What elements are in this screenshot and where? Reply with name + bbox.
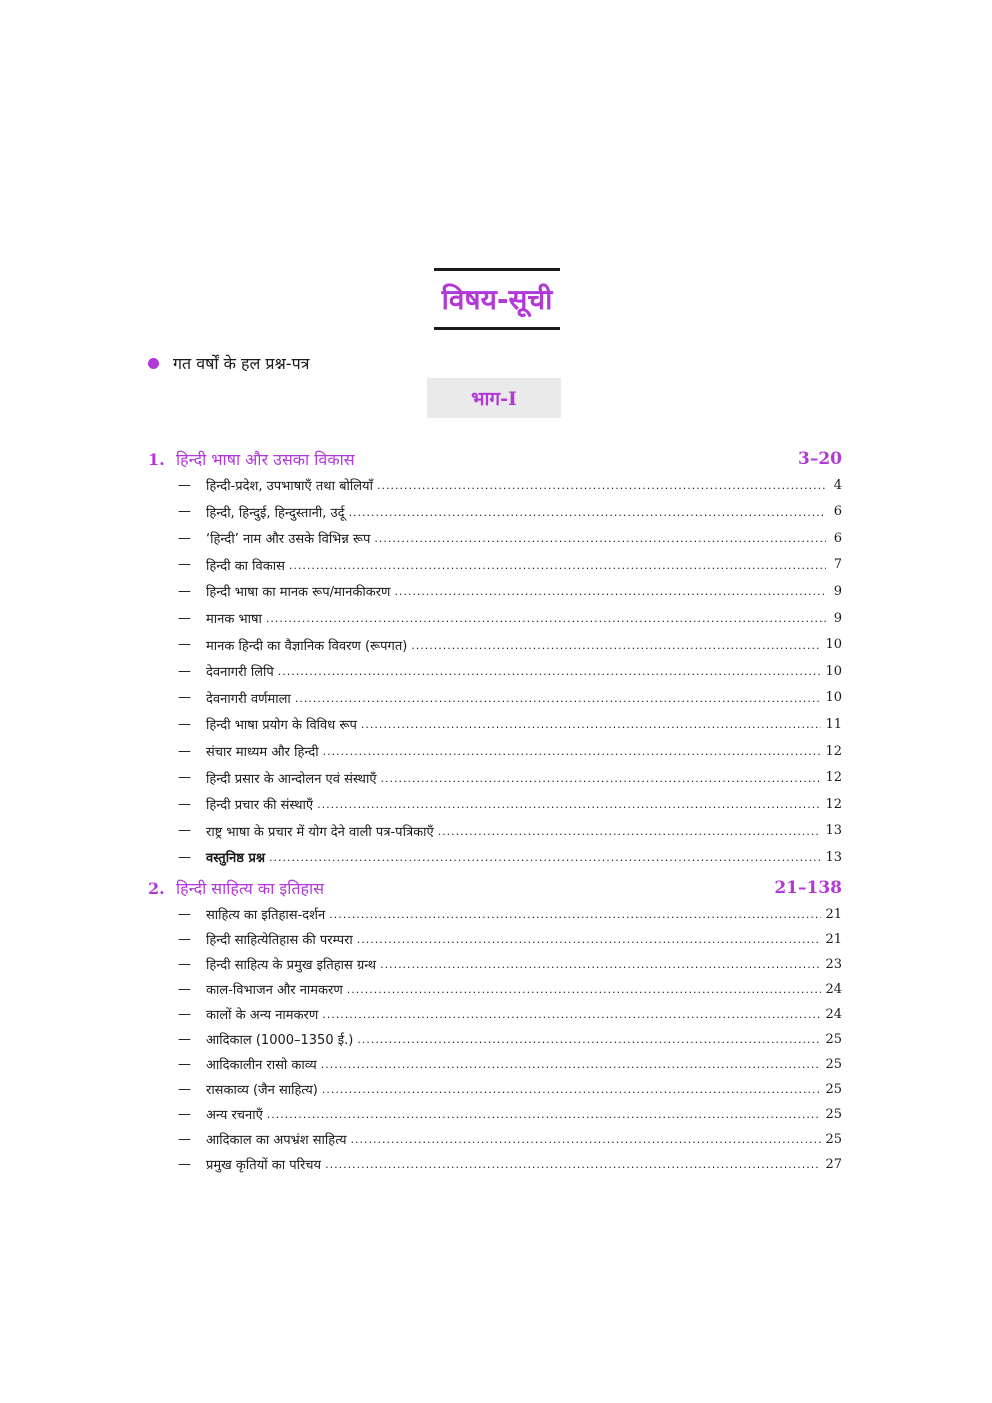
dot-leader xyxy=(325,1158,821,1170)
entry-title: रासकाव्य (जैन साहित्य) xyxy=(206,1083,318,1098)
entry-dash: — xyxy=(178,981,191,997)
toc-entry[interactable] xyxy=(178,928,842,950)
dot-leader xyxy=(377,479,826,491)
toc-entry[interactable] xyxy=(178,580,842,602)
entry-page-number: 6 xyxy=(833,504,842,520)
entry-title: हिन्दी भाषा प्रयोग के विविध रूप xyxy=(206,718,357,734)
entry-title: हिन्दी का विकास xyxy=(206,558,285,574)
page-title: विषय-सूची xyxy=(441,283,553,316)
toc-entry[interactable] xyxy=(178,1153,842,1175)
entry-dash: — xyxy=(178,743,191,759)
entry-dash: — xyxy=(178,796,191,812)
dot-leader xyxy=(357,1033,821,1045)
entry-dash: — xyxy=(178,956,191,972)
entry-dash: — xyxy=(178,1131,191,1147)
entry-page-number: 23 xyxy=(825,956,842,972)
bullet-icon xyxy=(148,358,159,369)
entry-dash: — xyxy=(178,530,191,546)
entry-dash: — xyxy=(178,770,191,786)
entry-page-number: 24 xyxy=(825,981,842,997)
entry-page-number: 21 xyxy=(825,931,842,947)
entry-dash: — xyxy=(178,931,191,947)
dot-leader xyxy=(394,585,826,597)
entry-title: हिन्दी, हिन्दुई, हिन्दुस्तानी, उर्दू xyxy=(206,505,345,521)
toc-entry[interactable] xyxy=(178,634,842,656)
chapter-number: 1. xyxy=(148,449,165,469)
toc-entry[interactable] xyxy=(178,1103,842,1125)
entry-dash: — xyxy=(178,637,191,653)
chapter-heading[interactable] xyxy=(148,447,842,471)
dot-leader xyxy=(347,983,822,995)
entry-dash: — xyxy=(178,1031,191,1047)
toc-entry[interactable] xyxy=(178,660,842,682)
dot-leader xyxy=(349,506,826,518)
dot-leader xyxy=(411,639,821,651)
toc-entry[interactable] xyxy=(178,793,842,815)
entry-dash: — xyxy=(178,906,191,922)
chapter-page-range: 3–20 xyxy=(798,449,842,469)
toc-entry[interactable] xyxy=(178,846,842,868)
toc-entry[interactable] xyxy=(178,1053,842,1075)
entry-title: आदिकालीन रासो काव्य xyxy=(206,1058,317,1073)
toc-entry[interactable] xyxy=(178,953,842,975)
dot-leader xyxy=(357,933,822,945)
entry-title: हिन्दी भाषा का मानक रूप/मानकीकरण xyxy=(206,585,391,601)
chapter-heading[interactable] xyxy=(148,876,842,900)
chapter-title: हिन्दी साहित्य का इतिहास xyxy=(176,879,325,898)
entry-title: वस्तुनिष्ठ प्रश्न xyxy=(206,851,266,867)
entry-title: हिन्दी-प्रदेश, उपभाषाएँ तथा बोलियाँ xyxy=(206,479,373,494)
entry-page-number: 7 xyxy=(833,557,842,573)
entry-page-number: 25 xyxy=(825,1131,842,1147)
dot-leader xyxy=(361,718,822,730)
part-label: भाग-I xyxy=(471,388,517,410)
dot-leader xyxy=(278,665,822,677)
dot-leader xyxy=(329,908,821,920)
entry-dash: — xyxy=(178,849,191,865)
entry-title: हिन्दी प्रचार की संस्थाएँ xyxy=(206,798,314,814)
entry-title: अन्य रचनाएँ xyxy=(206,1108,263,1123)
entry-page-number: 24 xyxy=(825,1006,842,1022)
entry-page-number: 12 xyxy=(825,796,842,812)
entry-dash: — xyxy=(178,663,191,679)
entry-page-number: 4 xyxy=(833,477,842,493)
solved-papers-label: गत वर्षों के हल प्रश्न-पत्र xyxy=(173,354,310,373)
toc-entry[interactable] xyxy=(178,978,842,1000)
entry-page-number: 12 xyxy=(825,743,842,759)
toc-entry[interactable] xyxy=(178,1078,842,1100)
entry-title: मानक हिन्दी का वैज्ञानिक विवरण (रूपगत) xyxy=(206,638,408,654)
entry-page-number: 10 xyxy=(825,637,842,653)
entry-title: राष्ट्र भाषा के प्रचार में योग देने वाली पत्र-पत्रिकाएँ xyxy=(206,824,434,840)
dot-leader xyxy=(323,745,822,757)
entry-dash: — xyxy=(178,1156,191,1172)
entry-dash: — xyxy=(178,583,191,599)
toc-entry[interactable] xyxy=(178,501,842,523)
dot-leader xyxy=(295,692,822,704)
entry-title: साहित्य का इतिहास-दर्शन xyxy=(206,908,326,923)
dot-leader xyxy=(381,772,822,784)
dot-leader xyxy=(317,798,821,810)
toc-entry[interactable] xyxy=(178,1003,842,1025)
entry-page-number: 25 xyxy=(825,1081,842,1097)
entry-dash: — xyxy=(178,557,191,573)
entry-dash: — xyxy=(178,716,191,732)
dot-leader xyxy=(289,559,826,571)
part-heading xyxy=(427,378,561,418)
entry-dash: — xyxy=(178,1081,191,1097)
entry-title: हिन्दी साहित्येतिहास की परम्परा xyxy=(206,933,353,948)
entry-page-number: 13 xyxy=(825,849,842,865)
entry-dash: — xyxy=(178,690,191,706)
toc-entry[interactable] xyxy=(178,687,842,709)
dot-leader xyxy=(380,958,821,970)
entry-dash: — xyxy=(178,1006,191,1022)
entry-title: प्रमुख कृतियों का परिचय xyxy=(206,1158,322,1173)
dot-leader xyxy=(269,851,821,863)
solved-papers-item[interactable] xyxy=(148,352,310,374)
toc-entry[interactable] xyxy=(178,527,842,549)
entry-title: आदिकाल (1000–1350 ई.) xyxy=(206,1033,354,1048)
entry-dash: — xyxy=(178,477,191,493)
entry-page-number: 25 xyxy=(825,1106,842,1122)
toc-entry[interactable] xyxy=(178,820,842,842)
entry-page-number: 12 xyxy=(825,770,842,786)
entry-title: हिन्दी प्रसार के आन्दोलन एवं संस्थाएँ xyxy=(206,771,377,787)
entry-page-number: 9 xyxy=(833,583,842,599)
entry-page-number: 25 xyxy=(825,1056,842,1072)
page-title-frame xyxy=(434,268,560,330)
dot-leader xyxy=(322,1083,822,1095)
entry-title: कालों के अन्य नामकरण xyxy=(206,1008,319,1023)
entry-title: मानक भाषा xyxy=(206,612,262,627)
entry-dash: — xyxy=(178,1106,191,1122)
entry-page-number: 6 xyxy=(833,530,842,546)
dot-leader xyxy=(438,825,822,837)
toc-entry[interactable] xyxy=(178,1028,842,1050)
chapter-page-range: 21–138 xyxy=(774,878,842,898)
toc-entry[interactable] xyxy=(178,903,842,925)
entry-dash: — xyxy=(178,504,191,520)
entry-title: आदिकाल का अपभ्रंश साहित्य xyxy=(206,1133,347,1148)
toc-entry[interactable] xyxy=(178,1128,842,1150)
entry-title: देवनागरी वर्णमाला xyxy=(206,691,291,707)
entry-page-number: 13 xyxy=(825,823,842,839)
dot-leader xyxy=(267,1108,822,1120)
dot-leader xyxy=(351,1133,822,1145)
toc-entry[interactable] xyxy=(178,713,842,735)
entry-title: संचार माध्यम और हिन्दी xyxy=(206,745,319,760)
toc-entry[interactable] xyxy=(178,607,842,629)
chapter-number: 2. xyxy=(148,878,165,898)
entry-dash: — xyxy=(178,610,191,626)
entry-title: काल-विभाजन और नामकरण xyxy=(206,983,343,998)
entry-page-number: 25 xyxy=(825,1031,842,1047)
dot-leader xyxy=(321,1058,822,1070)
toc-entry[interactable] xyxy=(178,767,842,789)
entry-page-number: 21 xyxy=(825,906,842,922)
entry-page-number: 27 xyxy=(825,1156,842,1172)
entry-page-number: 9 xyxy=(833,610,842,626)
entry-page-number: 10 xyxy=(825,663,842,679)
dot-leader xyxy=(266,612,826,624)
entry-dash: — xyxy=(178,823,191,839)
entry-page-number: 11 xyxy=(825,716,842,732)
toc-entry[interactable] xyxy=(178,740,842,762)
entry-title: देवनागरी लिपि xyxy=(206,665,274,681)
entry-title: हिन्दी साहित्य के प्रमुख इतिहास ग्रन्थ xyxy=(206,958,377,973)
entry-page-number: 10 xyxy=(825,690,842,706)
toc-entry[interactable] xyxy=(178,474,842,496)
entry-dash: — xyxy=(178,1056,191,1072)
dot-leader xyxy=(322,1008,821,1020)
dot-leader xyxy=(374,532,826,544)
entry-title: ‘हिन्दी’ नाम और उसके विभिन्न रूप xyxy=(206,532,371,548)
toc-entry[interactable] xyxy=(178,554,842,576)
chapter-title: हिन्दी भाषा और उसका विकास xyxy=(176,450,355,469)
